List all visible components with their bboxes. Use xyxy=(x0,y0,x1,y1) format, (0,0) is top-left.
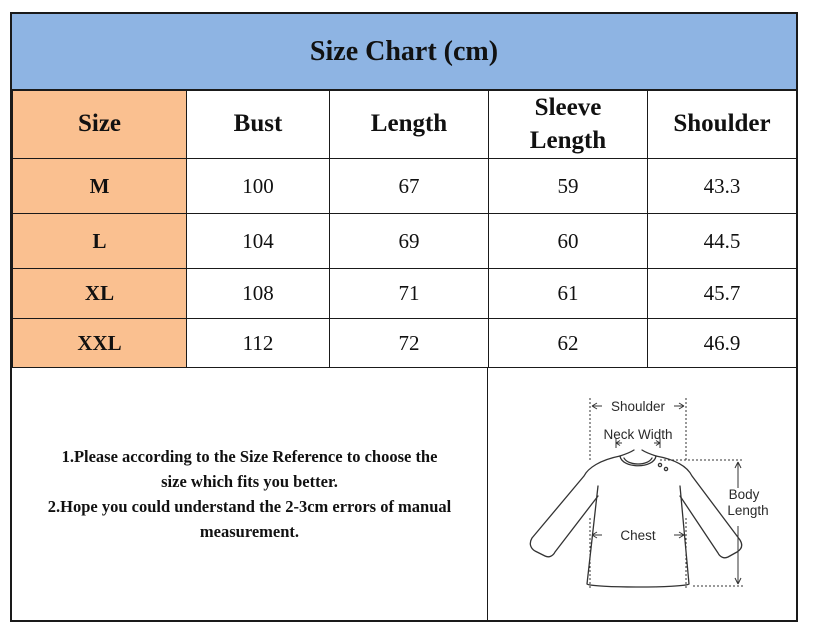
note-line: 1.Please according to the Size Reference to choose the xyxy=(61,447,438,466)
header-shoulder: Shoulder xyxy=(648,91,797,159)
sleeve-cell: 62 xyxy=(489,319,648,368)
table-row xyxy=(13,269,797,319)
notes-panel xyxy=(12,368,488,620)
table-row xyxy=(13,214,797,269)
size-cell: XL xyxy=(13,269,187,319)
header-length: Length xyxy=(330,91,489,159)
bust-cell: 108 xyxy=(187,269,330,319)
shoulder-cell: 44.5 xyxy=(648,214,797,269)
note-line: 2.Hope you could understand the 2-3cm errors of manual xyxy=(47,497,452,516)
header-size: Size xyxy=(13,91,187,159)
length-cell: 67 xyxy=(330,159,489,214)
shirt-diagram-icon xyxy=(488,368,796,620)
sleeve-cell: 59 xyxy=(489,159,648,214)
shoulder-cell: 43.3 xyxy=(648,159,797,214)
table-row xyxy=(13,159,797,214)
bust-cell: 100 xyxy=(187,159,330,214)
size-table xyxy=(12,90,797,368)
diagram-label-neck-width: Neck Width xyxy=(603,427,673,442)
note-line: size which fits you better. xyxy=(161,472,338,491)
sleeve-cell: 61 xyxy=(489,269,648,319)
size-cell: L xyxy=(13,214,187,269)
diagram-label-body: Body xyxy=(728,487,760,502)
diagram-label-shoulder: Shoulder xyxy=(610,399,666,414)
length-cell: 71 xyxy=(330,269,489,319)
length-cell: 69 xyxy=(330,214,489,269)
size-cell: M xyxy=(13,159,187,214)
sleeve-cell: 60 xyxy=(489,214,648,269)
header-bust: Bust xyxy=(187,91,330,159)
bust-cell: 104 xyxy=(187,214,330,269)
measurement-diagram xyxy=(488,368,796,620)
table-header-row xyxy=(13,91,797,159)
bottom-section xyxy=(12,367,796,620)
size-chart-frame xyxy=(10,12,798,622)
title-bar xyxy=(12,14,796,90)
table-row xyxy=(13,319,797,368)
length-cell: 72 xyxy=(330,319,489,368)
bust-cell: 112 xyxy=(187,319,330,368)
diagram-label-length: Length xyxy=(727,503,769,518)
diagram-label-chest: Chest xyxy=(620,528,656,543)
page-title: Size Chart (cm) xyxy=(309,35,499,67)
header-sleeve-length: Sleeve Length xyxy=(489,91,648,159)
note-line: measurement. xyxy=(199,522,300,541)
left-sleeve-icon xyxy=(530,456,620,557)
size-cell: XXL xyxy=(13,319,187,368)
shoulder-cell: 45.7 xyxy=(648,269,797,319)
shoulder-cell: 46.9 xyxy=(648,319,797,368)
